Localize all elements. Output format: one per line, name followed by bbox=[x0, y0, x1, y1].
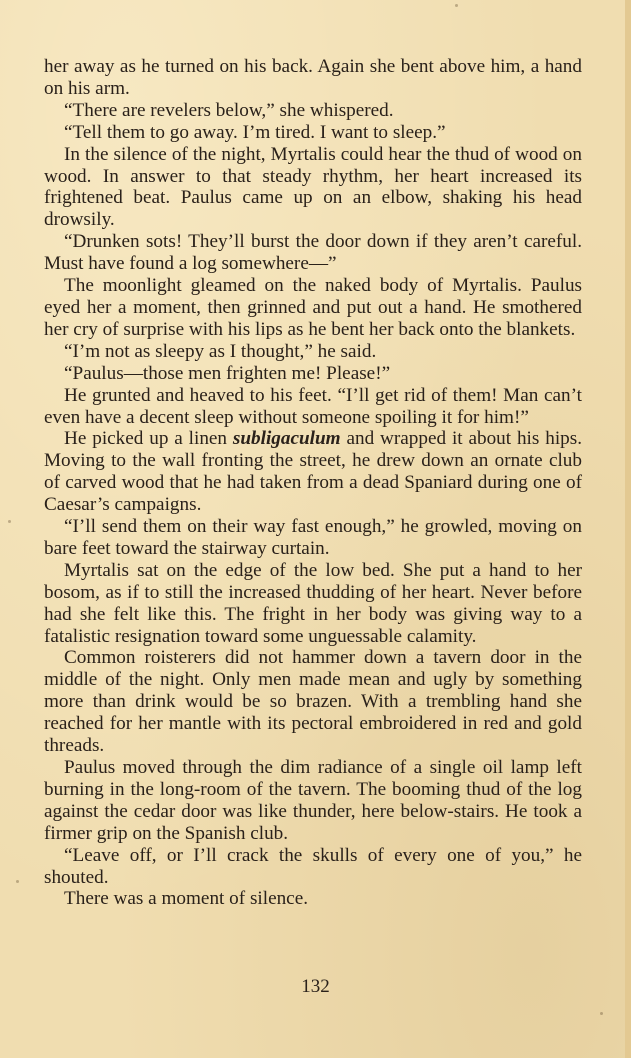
paragraph: “I’ll send them on their way fast enough,” he growled, moving on bare feet toward the stairway curtain. bbox=[44, 516, 582, 559]
paragraph: “Tell them to go away. I’m tired. I want to sleep.” bbox=[64, 121, 446, 143]
paragraph: The moonlight gleamed on the naked body of Myrtalis. Paulus eyed her a moment, then grinned and put out a hand. He smothered her cry of surprise with his lips as he bent her back onto the blankets. bbox=[44, 275, 582, 340]
paragraph: There was a moment of silence. bbox=[64, 888, 309, 910]
paragraph: “There are revelers below,” she whispered. bbox=[64, 99, 394, 121]
paragraph-segment: and wrapped it about his hips. Moving to the wall fronting the street, he drew down an ornate club of carved wood that he had taken from a dead Spaniard during one of Caesar’s campaigns. bbox=[44, 428, 583, 516]
paper-speck bbox=[455, 4, 458, 7]
paragraph bbox=[44, 428, 582, 516]
paragraph: Myrtalis sat on the edge of the low bed. She put a hand to her bosom, as if to still the increased thudding of her heart. Never before had she felt like this. The fright in her body was giving way to a fatalistic resignation toward some unguessable calamity. bbox=[44, 559, 582, 647]
paper-speck bbox=[600, 1012, 603, 1015]
paragraph: her away as he turned on his back. Again she bent above him, a hand on his arm. bbox=[44, 56, 582, 99]
paragraph: “I’m not as sleepy as I thought,” he said. bbox=[64, 340, 377, 362]
paragraph: He grunted and heaved to his feet. “I’ll get rid of them! Man can’t even have a decent sleep without someone spoiling it for him!” bbox=[44, 384, 582, 428]
body-text bbox=[44, 56, 582, 910]
paragraph: Paulus moved through the dim radiance of a single oil lamp left burning in the long-room of the tavern. The booming thud of the log against the cedar door was like thunder, here below-stairs. He took a firmer grip on the Spanish club. bbox=[44, 757, 582, 844]
paragraph: In the silence of the night, Myrtalis could hear the thud of wood on wood. In answer to that steady rhythm, her heart increased its frightened beat. Paulus came up on an elbow, shaking his head drowsily. bbox=[44, 143, 582, 231]
page-number: 132 bbox=[301, 976, 330, 997]
paragraph-segment: He picked up a linen bbox=[64, 428, 233, 450]
paper-speck bbox=[16, 880, 19, 883]
italic-term: subligaculum bbox=[232, 428, 341, 450]
paragraph: Common roisterers did not hammer down a tavern door in the middle of the night. Only men made mean and ugly by something more than drink would be so brazen. With a trembling hand she reached for her mantle with its pectoral embroidered in red and gold threads. bbox=[44, 647, 582, 757]
paragraph: “Paulus—those men frighten me! Please!” bbox=[64, 362, 391, 384]
paragraph: “Drunken sots! They’ll burst the door down if they aren’t careful. Must have found a log somewhere—” bbox=[44, 231, 582, 275]
paragraph: “Leave off, or I’ll crack the skulls of every one of you,” he shouted. bbox=[44, 844, 582, 888]
paper-speck bbox=[8, 520, 11, 523]
